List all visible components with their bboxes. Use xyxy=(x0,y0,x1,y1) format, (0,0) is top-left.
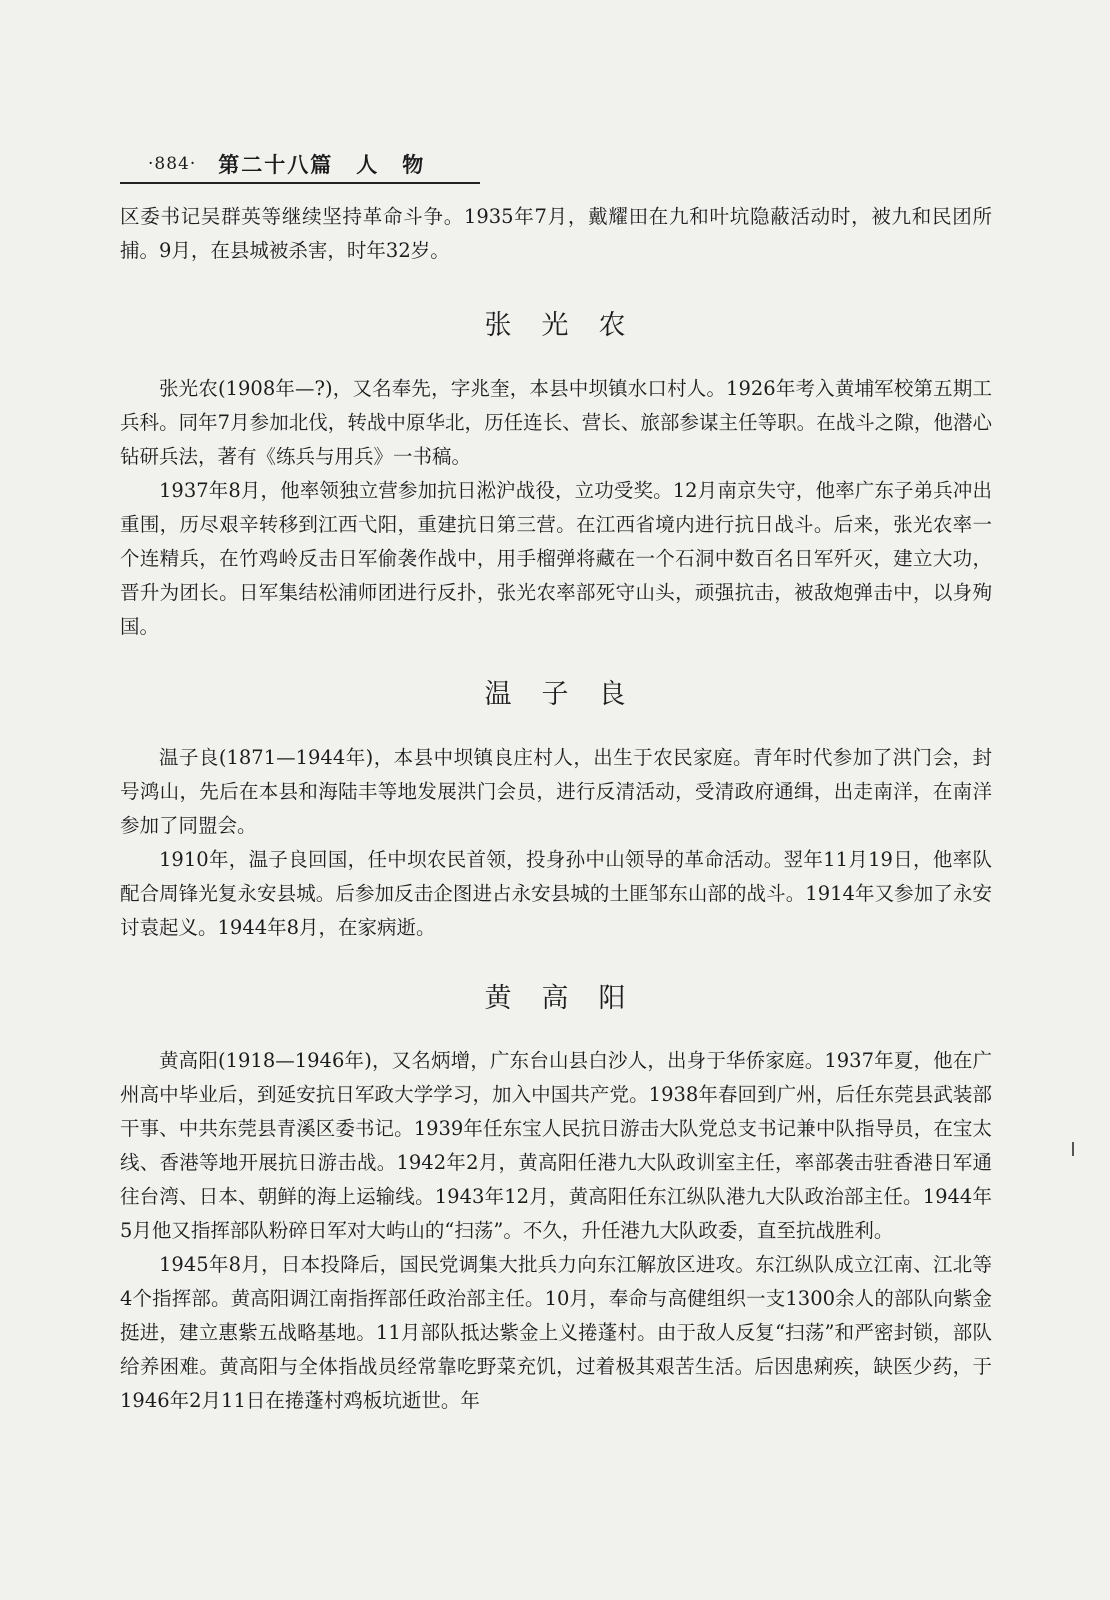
continuation-text xyxy=(120,200,992,268)
continuation-paragraph: 区委书记吴群英等继续坚持革命斗争。1935年7月，戴耀田在九和叶坑隐蔽活动时，被九和民团所捕。9月，在县城被杀害，时年32岁。 xyxy=(120,205,992,262)
page-number: ·884· xyxy=(148,154,197,174)
paragraph: 温子良(1871—1944年)，本县中坝镇良庄村人，出生于农民家庭。青年时代参加了洪门会，封号鸿山，先后在本县和海陆丰等地发展洪门会员，进行反清活动，受清政府通缉，出走南洋，在南洋参加了同盟会。 xyxy=(120,746,992,837)
section-title-wen-ziliang: 温子良 xyxy=(484,679,656,710)
paragraph: 张光农(1908年—?)，又名奉先，字兆奎，本县中坝镇水口村人。1926年考入黄埔军校第五期工兵科。同年7月参加北伐，转战中原华北，历任连长、营长、旅部参谋主任等职。在战斗之隙，他潜心钻研兵法，著有《练兵与用兵》一书稿。 xyxy=(120,377,992,468)
section-body-wen-ziliang xyxy=(120,741,992,945)
paragraph: 1910年，温子良回国，任中坝农民首领，投身孙中山领导的革命活动。翌年11月19日，他率队配合周锋光复永安县城。后参加反击企图进占永安县城的土匪邹东山部的战斗。1914年又参加了永安讨袁起义。1944年8月，在家病逝。 xyxy=(120,848,992,939)
section-title-zhang-guangnong: 张光农 xyxy=(484,310,656,341)
chapter-title: 第二十八篇 人 物 xyxy=(218,152,426,177)
paragraph: 黄高阳(1918—1946年)，又名炳增，广东台山县白沙人，出身于华侨家庭。1937年夏，他在广州高中毕业后，到延安抗日军政大学学习，加入中国共产党。1938年春回到广州，后任东莞县武装部干事、中共东莞县青溪区委书记。1939年任东宝人民抗日游击大队党总支书记兼中队指导员，在宝太线、香港等地开展抗日游击战。1942年2月，黄高阳任港九大队政训室主任，率部袭击驻香港日军通往台湾、日本、朝鲜的海上运输线。1943年12月，黄高阳任东江纵队港九大队政治部主任。1944年5月他又指挥部队粉碎日军对大屿山的“扫荡”。不久，升任港九大队政委，直至抗战胜利。 xyxy=(120,1049,993,1242)
paragraph: 1945年8月，日本投降后，国民党调集大批兵力向东江解放区进攻。东江纵队成立江南、江北等4个指挥部。黄高阳调江南指挥部任政治部主任。10月，奉命与高健组织一支1300余人的部队向紫金挺进，建立惠紫五战略基地。11月部队抵达紫金上义捲蓬村。由于敌人反复“扫荡”和严密封锁，部队给养困难。黄高阳与全体指战员经常靠吃野菜充饥，过着极其艰苦生活。后因患痢疾，缺医少药，于1946年2月11日在捲蓬村鸡板坑逝世。年 xyxy=(120,1253,992,1412)
running-header xyxy=(120,146,480,184)
scan-mark xyxy=(1072,1142,1074,1156)
section-body-huang-gaoyang xyxy=(120,1044,992,1418)
paragraph: 1937年8月，他率领独立营参加抗日淞沪战役，立功受奖。12月南京失守，他率广东子弟兵冲出重围，历尽艰辛转移到江西弋阳，重建抗日第三营。在江西省境内进行抗日战斗。后来，张光农率一个连精兵，在竹鸡岭反击日军偷袭作战中，用手榴弹将藏在一个石洞中数百名日军歼灭，建立大功，晋升为团长。日军集结松浦师团进行反扑，张光农率部死守山头，顽强抗击，被敌炮弹击中，以身殉国。 xyxy=(120,479,992,638)
section-title-huang-gaoyang: 黄高阳 xyxy=(484,983,656,1014)
section-body-zhang-guangnong xyxy=(120,372,992,644)
